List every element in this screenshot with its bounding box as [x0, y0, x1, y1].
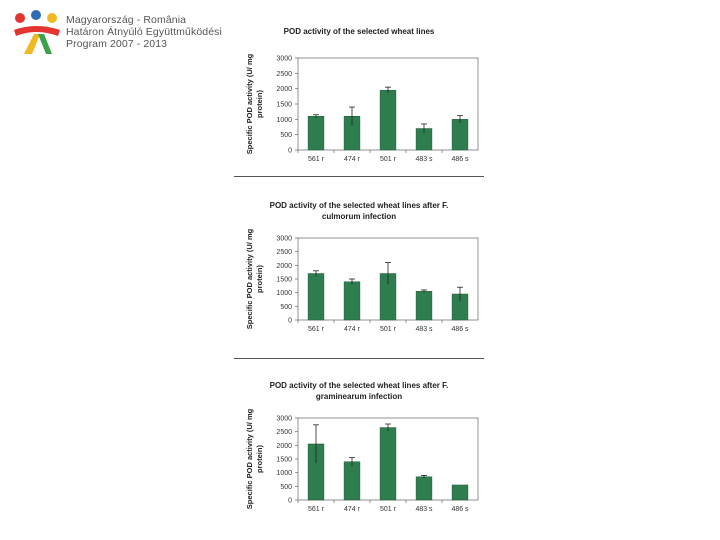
y-tick-label: 2500	[276, 249, 292, 257]
y-axis-label: Specific POD activity (U/ mg	[245, 408, 254, 510]
y-axis-label: Specific POD activity (U/ mg	[245, 53, 254, 155]
y-tick-label: 2000	[276, 262, 292, 270]
x-tick-label: 561 r	[308, 326, 324, 333]
bar-474-r	[344, 462, 360, 500]
logo-line-2: Határon Átnyúló Együttműködési	[66, 26, 222, 38]
bar-501-r	[380, 428, 396, 500]
chart-panel-1	[234, 22, 484, 172]
chart-panel-3	[234, 376, 484, 536]
x-tick-label: 474 r	[344, 156, 360, 163]
y-tick-label: 1000	[276, 116, 292, 124]
x-tick-label: 483 s	[415, 156, 433, 163]
chart-pod-activity-culmorum	[234, 196, 484, 356]
y-axis-label: Specific POD activity (U/ mg	[245, 228, 254, 330]
y-tick-label: 2000	[276, 442, 292, 450]
y-tick-label: 0	[288, 147, 292, 155]
y-tick-label: 1000	[276, 470, 292, 478]
x-tick-label: 486 s	[451, 156, 469, 163]
bar-483-s	[416, 291, 432, 320]
y-tick-label: 500	[280, 132, 292, 140]
bar-561-r	[308, 274, 324, 320]
y-axis-label: protein)	[255, 90, 264, 118]
y-tick-label: 0	[288, 497, 292, 505]
y-axis-label: protein)	[255, 265, 264, 293]
x-tick-label: 561 r	[308, 156, 324, 163]
y-tick-label: 500	[280, 303, 292, 311]
chart-divider-1	[234, 176, 484, 177]
bar-474-r	[344, 282, 360, 320]
y-tick-label: 2500	[276, 70, 292, 78]
chart-title: POD activity of the selected wheat lines	[283, 27, 435, 36]
logo-head-red	[15, 13, 25, 23]
chart-pod-activity	[234, 22, 484, 172]
chart-pod-activity-graminearum	[234, 376, 484, 536]
program-logo	[10, 8, 222, 58]
y-tick-label: 2000	[276, 86, 292, 94]
y-tick-label: 3000	[276, 415, 292, 423]
x-tick-label: 474 r	[344, 326, 360, 333]
bar-486-s	[452, 119, 468, 150]
x-tick-label: 474 r	[344, 506, 360, 513]
y-tick-label: 0	[288, 317, 292, 325]
logo-head-blue	[31, 10, 41, 20]
logo-line-3: Program 2007 - 2013	[66, 38, 168, 50]
x-tick-label: 483 s	[415, 326, 433, 333]
chart-panel-2	[234, 196, 484, 356]
y-tick-label: 1500	[276, 101, 292, 109]
logo-figures-icon	[10, 8, 66, 58]
x-tick-label: 483 s	[415, 506, 433, 513]
chart-divider-2	[234, 358, 484, 359]
logo-line-1: Magyarország - România	[66, 14, 187, 26]
y-tick-label: 3000	[276, 235, 292, 243]
chart-title: POD activity of the selected wheat lines after F.	[269, 201, 449, 210]
y-tick-label: 1500	[276, 456, 292, 464]
y-axis-label: protein)	[255, 445, 264, 473]
bar-561-r	[308, 116, 324, 150]
bar-501-r	[380, 90, 396, 150]
x-tick-label: 486 s	[451, 326, 469, 333]
logo-head-yellow	[47, 13, 57, 23]
y-tick-label: 3000	[276, 55, 292, 63]
logo-text	[66, 14, 222, 50]
y-tick-label: 1500	[276, 276, 292, 284]
y-tick-label: 1000	[276, 290, 292, 298]
x-tick-label: 501 r	[380, 506, 396, 513]
logo-body-green	[38, 34, 52, 54]
bar-483-s	[416, 477, 432, 500]
y-tick-label: 2500	[276, 429, 292, 437]
chart-title: culmorum infection	[321, 212, 397, 221]
x-tick-label: 561 r	[308, 506, 324, 513]
chart-title: POD activity of the selected wheat lines after F.	[269, 381, 449, 390]
y-tick-label: 500	[280, 483, 292, 491]
bar-486-s	[452, 485, 468, 500]
logo-body-yellow	[24, 34, 40, 54]
x-tick-label: 501 r	[380, 156, 396, 163]
chart-title: graminearum infection	[315, 392, 403, 401]
x-tick-label: 486 s	[451, 506, 469, 513]
x-tick-label: 501 r	[380, 326, 396, 333]
